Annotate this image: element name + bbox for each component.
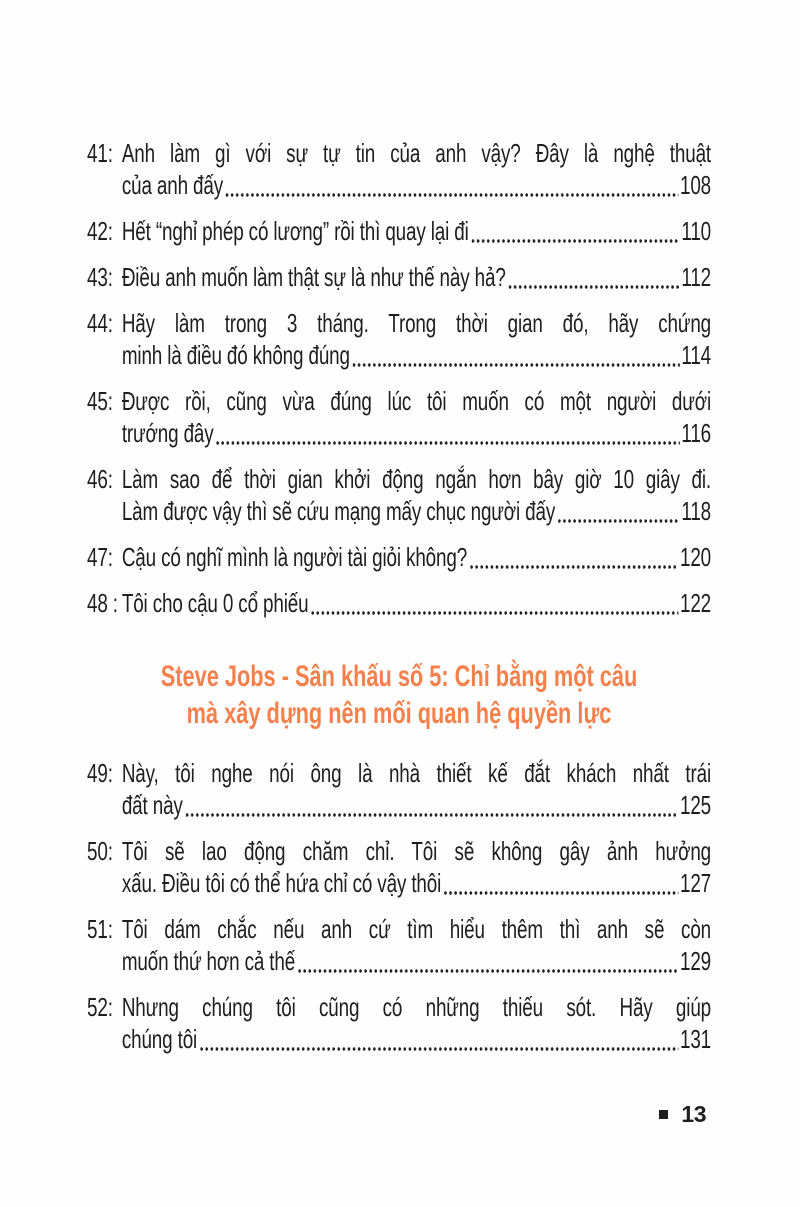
entry-page-number: 116 bbox=[681, 418, 712, 448]
toc-entry bbox=[87, 541, 711, 573]
entry-body bbox=[122, 991, 711, 1055]
footer-page-number: 13 bbox=[681, 1100, 706, 1127]
dot-leader-icon bbox=[470, 565, 679, 569]
entry-body bbox=[122, 757, 711, 821]
entry-title-text: chúng tôi bbox=[121, 1024, 198, 1054]
entry-page-number: 122 bbox=[679, 588, 712, 618]
entry-body bbox=[122, 137, 711, 201]
entry-last-line bbox=[122, 417, 711, 449]
entry-wrapped-line: Anh làm gì với sự tự tin của anh vậy? Đây là nghệ thuật bbox=[121, 138, 712, 168]
section-heading-line: mà xây dựng nên mối quan hệ quyền lực bbox=[186, 697, 612, 730]
entry-number: 52: bbox=[87, 992, 113, 1022]
toc-entry bbox=[87, 137, 711, 201]
entry-number: 45: bbox=[87, 386, 113, 416]
entry-number: 51: bbox=[87, 914, 113, 944]
entry-title-text: đất này bbox=[121, 790, 183, 820]
entry-number: 47: bbox=[87, 542, 113, 572]
entry-last-line bbox=[122, 215, 711, 247]
entry-number: 49: bbox=[87, 758, 113, 788]
entry-body bbox=[122, 587, 711, 619]
entry-number: 48 : bbox=[87, 588, 118, 618]
toc-entry bbox=[87, 385, 711, 449]
dot-leader-icon bbox=[186, 813, 679, 817]
entry-title-text: Hết “nghỉ phép có lương” rồi thì quay lại đi bbox=[121, 216, 469, 246]
entry-wrapped-line: Làm sao để thời gian khởi động ngắn hơn bây giờ 10 giây đi. bbox=[121, 464, 712, 494]
entry-title-text: xấu. Điều tôi có thể hứa chỉ có vậy thôi bbox=[121, 868, 442, 898]
entry-last-line bbox=[122, 169, 711, 201]
entry-page-number: 120 bbox=[679, 542, 712, 572]
toc-section bbox=[87, 658, 711, 1055]
entry-page-number: 129 bbox=[679, 946, 712, 976]
entry-page-number: 118 bbox=[681, 496, 712, 526]
entry-wrapped-line: Tôi dám chắc nếu anh cứ tìm hiểu thêm thì anh sẽ còn bbox=[121, 914, 712, 944]
entry-body bbox=[122, 835, 711, 899]
entry-page-number: 125 bbox=[679, 790, 712, 820]
entry-last-line bbox=[122, 339, 711, 371]
entry-last-line bbox=[122, 541, 711, 573]
toc-entry bbox=[87, 463, 711, 527]
dot-leader-icon bbox=[509, 285, 680, 289]
entry-title-text: Làm được vậy thì sẽ cứu mạng mấy chục người đấy bbox=[121, 496, 556, 526]
entry-title-text: trướng đây bbox=[121, 418, 214, 448]
entry-body bbox=[122, 385, 711, 449]
footer-square-bullet-icon bbox=[659, 1110, 668, 1119]
entry-title-text: của anh đấy bbox=[121, 170, 224, 200]
section-heading bbox=[87, 658, 711, 732]
toc-section bbox=[87, 137, 711, 619]
entry-wrapped-line: Hãy làm trong 3 tháng. Trong thời gian đó, hãy chứng bbox=[121, 308, 712, 338]
entry-page-number: 127 bbox=[679, 868, 712, 898]
entry-page-number: 108 bbox=[679, 170, 712, 200]
entry-wrapped-line: Này, tôi nghe nói ông là nhà thiết kế đắt khách nhất trái bbox=[121, 758, 712, 788]
entry-body bbox=[122, 463, 711, 527]
entry-last-line bbox=[122, 261, 711, 293]
entry-last-line bbox=[122, 867, 711, 899]
entry-body bbox=[122, 261, 711, 293]
entry-wrapped-line: Nhưng chúng tôi cũng có những thiếu sót. Hãy giúp bbox=[121, 992, 712, 1022]
section-heading-line: Steve Jobs - Sân khấu số 5: Chỉ bằng một câu bbox=[160, 660, 638, 693]
entry-page-number: 110 bbox=[681, 216, 712, 246]
entry-title-text: Điều anh muốn làm thật sự là như thế này hả? bbox=[121, 262, 506, 292]
toc-entry bbox=[87, 261, 711, 293]
entry-title-text: muốn thứ hơn cả thế bbox=[121, 946, 296, 976]
dot-leader-icon bbox=[472, 239, 680, 243]
entry-page-number: 131 bbox=[679, 1024, 712, 1054]
entry-title-text: Cậu có nghĩ mình là người tài giỏi không? bbox=[121, 542, 468, 572]
toc-content bbox=[87, 137, 711, 1069]
entry-last-line bbox=[122, 945, 711, 977]
entry-body bbox=[122, 215, 711, 247]
dot-leader-icon bbox=[558, 519, 680, 523]
entry-number: 43: bbox=[87, 262, 113, 292]
dot-leader-icon bbox=[216, 441, 679, 445]
entry-body bbox=[122, 913, 711, 977]
entry-wrapped-line: Tôi sẽ lao động chăm chỉ. Tôi sẽ không gây ảnh hưởng bbox=[121, 836, 712, 866]
toc-entry bbox=[87, 913, 711, 977]
entry-number: 41: bbox=[87, 138, 113, 168]
entry-last-line bbox=[122, 587, 711, 619]
dot-leader-icon bbox=[298, 969, 679, 973]
dot-leader-icon bbox=[200, 1047, 679, 1051]
entry-number: 44: bbox=[87, 308, 113, 338]
dot-leader-icon bbox=[353, 363, 680, 367]
entry-last-line bbox=[122, 1023, 711, 1055]
entry-last-line bbox=[122, 495, 711, 527]
entry-number: 46: bbox=[87, 464, 113, 494]
entry-last-line bbox=[122, 789, 711, 821]
toc-entry bbox=[87, 991, 711, 1055]
entry-page-number: 112 bbox=[681, 262, 712, 292]
toc-entry bbox=[87, 307, 711, 371]
toc-entry bbox=[87, 757, 711, 821]
dot-leader-icon bbox=[311, 611, 678, 615]
entry-body bbox=[122, 541, 711, 573]
entry-title-text: minh là điều đó không đúng bbox=[121, 340, 350, 370]
entry-page-number: 114 bbox=[681, 340, 712, 370]
entry-wrapped-line: Được rồi, cũng vừa đúng lúc tôi muốn có một người dưới bbox=[121, 386, 712, 416]
entry-title-text: Tôi cho cậu 0 cổ phiếu bbox=[121, 588, 309, 618]
dot-leader-icon bbox=[226, 193, 679, 197]
entry-body bbox=[122, 307, 711, 371]
toc-entry bbox=[87, 587, 711, 619]
toc-entry bbox=[87, 215, 711, 247]
toc-entry bbox=[87, 835, 711, 899]
dot-leader-icon bbox=[444, 891, 678, 895]
page-footer bbox=[659, 1102, 706, 1126]
entry-number: 50: bbox=[87, 836, 113, 866]
entry-number: 42: bbox=[87, 216, 113, 246]
